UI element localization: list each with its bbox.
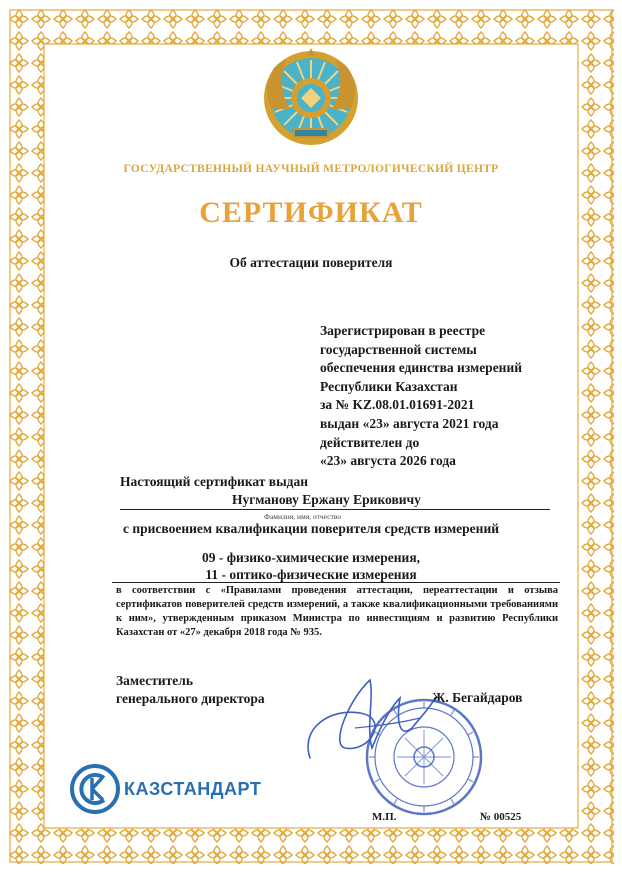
registration-line: Зарегистрирован в реестре	[320, 323, 486, 338]
expiry-date: «23» августа 2026 года	[320, 453, 456, 469]
kazstandart-logo-text: КАЗСТАНДАРТ	[124, 779, 262, 799]
issued-label: Настоящий сертификат выдан	[120, 474, 308, 489]
organization-name: ГОСУДАРСТВЕННЫЙ НАУЧНЫЙ МЕТРОЛОГИЧЕСКИЙ ЦЕНТР	[123, 163, 499, 175]
subtitle: Об аттестации поверителя	[229, 255, 393, 270]
position-line: Заместитель	[116, 673, 193, 688]
qualification-text: с присвоением квалификации поверителя средств измерений	[122, 521, 500, 536]
official-stamp-icon	[364, 697, 484, 817]
signatory-position	[116, 672, 265, 708]
legal-basis-text: в соответствии с «Правилами проведения аттестации, переаттестации и отзыва сертификатов поверителей средств измерений, а также квалификационными требованиями к ним», утвержденным приказом Министра по инвестициям и развитию Республики Казахстан от «27» декабря 2018 года № 935.	[116, 585, 558, 638]
registration-line: Республики Казахстан	[320, 378, 458, 394]
registration-number: за № KZ.08.01.01691-2021	[320, 397, 475, 413]
divider	[120, 509, 550, 510]
registration-block	[320, 322, 522, 471]
registration-line: действителен до	[320, 434, 420, 450]
page-title: СЕРТИФИКАТ	[199, 196, 423, 229]
divider	[112, 582, 560, 583]
seal-mark: М.П.	[372, 811, 397, 823]
recipient-name: Нугманову Ержану Ериковичу	[232, 492, 421, 507]
state-emblem-icon	[261, 48, 361, 148]
name-caption: Фамилия, имя, отчество	[264, 512, 341, 521]
specialization-item: 09 - физико-химические измерения,	[201, 550, 421, 565]
issue-date: выдан «23» августа 2021 года	[320, 415, 499, 431]
specialization-item: 11 - оптико-физические измерения	[205, 567, 417, 582]
certificate-number: № 00525	[480, 811, 522, 823]
signatory-name: Ж. Бегайдаров	[432, 690, 523, 705]
position-line: генерального директора	[116, 691, 265, 706]
registration-line: государственной системы	[320, 341, 477, 357]
registration-line: обеспечения единства измерений	[320, 360, 523, 376]
kazstandart-logo-icon	[70, 764, 120, 814]
specialization-block	[0, 549, 622, 583]
